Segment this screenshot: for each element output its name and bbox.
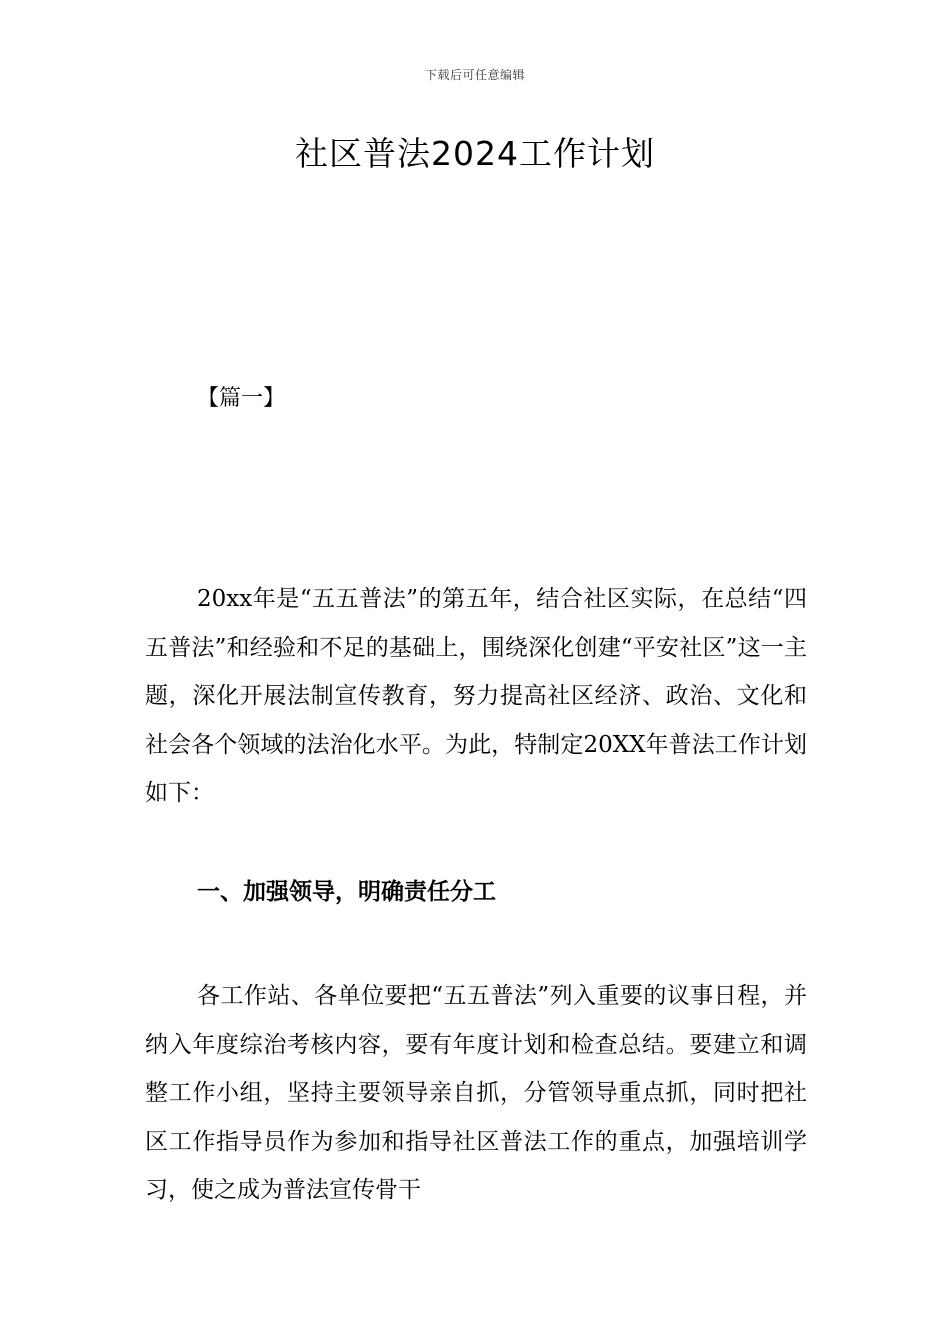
header-note: 下载后可任意编辑 [424, 68, 525, 82]
section-label: 【篇一】 [197, 386, 286, 411]
document-title: 社区普法2024工作计划 [295, 134, 655, 173]
section-heading-1: 一、加强领导，明确责任分工 [197, 878, 496, 905]
paragraph-intro: 20xx年是“五五普法”的第五年，结合社区实际，在总结“四五普法”和经验和不足的基础上，围绕深化创建“平安社区”这一主题，深化开展法制宣传教育，努力提高社区经济、政治、文化和社会各个领域的法治化水平。为此，特制定20XX年普法工作计划如下： [145, 586, 807, 806]
paragraph-section-1: 各工作站、各单位要把“五五普法”列入重要的议事日程，并纳入年度综治考核内容，要有年度计划和检查总结。要建立和调整工作小组，坚持主要领导亲自抓，分管领导重点抓，同时把社区工作指导员作为参加和指导社区普法工作的重点，加强培训学习，使之成为普法宣传骨干 [145, 983, 807, 1203]
